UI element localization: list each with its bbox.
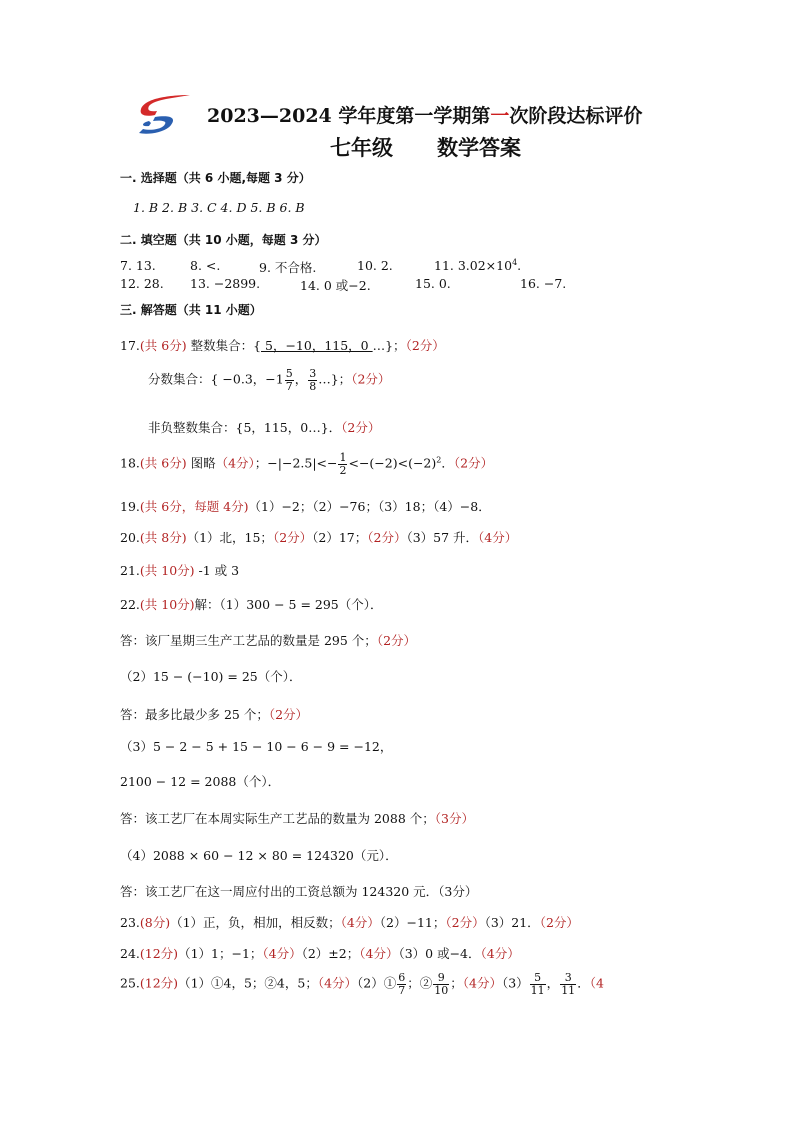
q17-nonneg-set-score: （2分）	[341, 420, 381, 435]
q17-f2-denominator: 8	[309, 379, 317, 393]
q20-score-1: （2分）	[272, 530, 313, 545]
q19-score: (共 6分，每题 4分)	[139, 499, 249, 514]
title-accent: 一	[490, 105, 510, 127]
q22-line-1	[120, 595, 383, 613]
q22-answer-2-text: 答：最多比最少多 25 个；	[120, 707, 269, 722]
q23-score-1: （4分）	[340, 915, 380, 930]
page-subtitle	[330, 132, 521, 162]
q25-fraction-4	[560, 972, 576, 996]
q17-fraction-set-score: （2分）	[351, 371, 391, 387]
q25-f3-numerator: 5	[530, 972, 546, 985]
q25-f2-denominator: 10	[434, 983, 449, 997]
q25-f2-numerator: 9	[433, 972, 449, 985]
q25-part-2c: ；	[450, 975, 463, 991]
q21-line	[120, 561, 239, 579]
q22-answer-3-score: （3分）	[434, 811, 474, 826]
q25-score-3: （4	[589, 975, 604, 991]
q22-answer-4: 答：该工艺厂在这一周应付出的工资总额为 124320 元．（3分）	[120, 884, 478, 899]
q22-answer-1	[120, 631, 416, 649]
subtitle-grade: 七年级	[330, 135, 393, 160]
q18-score: (共 6分)	[139, 455, 187, 471]
answer-q9: 9. 不合格.	[259, 260, 317, 275]
q25-part-2: （2）①	[357, 975, 397, 991]
q20-score-3: （4分）	[478, 530, 518, 545]
answer-q16: 16. −7.	[520, 276, 567, 291]
q22-part-3: （3）5 − 2 − 5 + 15 − 10 − 6 − 9 = −12，	[120, 739, 393, 754]
page-title	[207, 101, 642, 128]
q22-answer-2	[120, 705, 308, 723]
q17-line-3	[148, 418, 380, 436]
school-logo	[135, 93, 193, 139]
section-1-answers: 1. B 2. B 3. C 4. D 5. B 6. B	[133, 200, 305, 215]
answer-q11	[434, 258, 521, 273]
q18-text-1: 图略	[190, 455, 216, 471]
q20-part-3: （3）57 升．	[406, 530, 479, 545]
q17-fraction-2	[308, 368, 317, 392]
q25-score-1: （4分）	[317, 975, 358, 991]
q23-score-2: （2分）	[445, 915, 485, 930]
q22-answer-3	[120, 809, 474, 827]
q25-f1-denominator: 7	[398, 983, 406, 997]
q25-f1-numerator: 6	[398, 971, 406, 984]
title-part-2: 次阶段达标评价	[509, 105, 643, 127]
q17-fraction-1	[285, 368, 294, 392]
q22-answer-1-text: 答：该厂星期三生产工艺品的数量是 295 个；	[120, 633, 377, 648]
q17-number: 17.	[120, 338, 140, 353]
q25-part-3c: ．	[577, 975, 590, 991]
q18-score-b: （2分）	[453, 455, 494, 471]
q11-base: 11. 3.02×10	[434, 258, 513, 274]
q21-number: 21.	[120, 563, 140, 578]
q19-text: （1）−2；（2）−76；（3）18；（4）−8．	[248, 499, 491, 514]
q24-part-3: （3）0 或−4．	[398, 946, 481, 961]
q23-part-2: （2）−11；	[379, 915, 446, 930]
q17-integer-set-values: 5，−10，115，0	[261, 338, 373, 353]
q25-f4-denominator: 11	[561, 983, 576, 997]
q22-part-2: （2）15 − (−10) = 25（个）．	[120, 669, 302, 684]
q24-score-1: （4分）	[262, 946, 302, 961]
q24-score: (12分)	[139, 946, 179, 961]
q18-f-denominator: 2	[339, 463, 347, 477]
q22-answer-1-score: （2分）	[376, 633, 417, 648]
q25-score-2: （4分）	[462, 975, 502, 991]
answer-q13: 13. −2899.	[190, 276, 261, 291]
q17-f2-numerator: 3	[309, 367, 317, 380]
section-2-heading: 二. 填空题（共 10 小题，每题 3 分）	[120, 233, 327, 247]
q18-exponent: 2	[436, 455, 442, 465]
q23-score: (8分)	[139, 915, 171, 930]
q25-f3-denominator: 11	[530, 983, 545, 997]
q24-line	[120, 944, 520, 962]
q25-part-3b: ，	[546, 975, 560, 991]
q18-f-numerator: 1	[339, 451, 347, 464]
q18-text-3: <−(−2)<(−2)	[348, 455, 437, 471]
q24-number: 24.	[120, 946, 140, 961]
q11-exponent: 4	[512, 258, 518, 267]
q17-line-2	[148, 368, 390, 392]
q25-f4-numerator: 3	[560, 972, 576, 985]
q22-answer-2-score: （2分）	[268, 707, 309, 722]
q22-number: 22.	[120, 597, 140, 612]
q17-f1-denominator: 7	[285, 379, 293, 393]
q20-score: (共 8分)	[139, 530, 187, 545]
q25-fraction-3	[530, 972, 546, 996]
q17-nonneg-set: 非负整数集合：{5，115，0…}．	[148, 420, 342, 435]
q18-number: 18.	[120, 455, 140, 471]
q23-part-3: （3）21．	[484, 915, 540, 930]
answer-q12: 12. 28.	[120, 276, 164, 291]
q11-end: .	[517, 258, 522, 274]
q20-score-2: （2分）	[367, 530, 407, 545]
q17-line-1	[120, 336, 445, 354]
q17-integer-set-label: 整数集合：{	[190, 338, 262, 353]
q22-answer-3-text: 答：该工艺厂在本周实际生产工艺品的数量为 2088 个；	[120, 811, 435, 826]
q22-part-3b: 2100 − 12 = 2088（个）．	[120, 774, 281, 789]
q25-number: 25.	[120, 975, 140, 991]
q22-part-4: （4）2088 × 60 − 12 × 80 = 124320（元）．	[120, 848, 398, 863]
q17-comma: ，	[294, 371, 308, 387]
q20-part-2: （2）17；	[312, 530, 368, 545]
q24-part-2: （2）±2；	[301, 946, 360, 961]
answer-q7: 7. 13.	[120, 258, 156, 273]
section-1-heading: 一. 选择题（共 6 小题,每题 3 分）	[120, 171, 311, 185]
q25-fraction-2	[433, 972, 449, 996]
q24-part-1: （1）1；−1；	[178, 946, 263, 961]
q25-part-2b: ；②	[407, 975, 433, 991]
q21-text: -1 或 3	[198, 563, 240, 578]
answer-q14: 14. 0 或−2.	[300, 278, 371, 293]
q25-fraction-1	[397, 972, 406, 996]
q23-number: 23.	[120, 915, 140, 930]
q23-score-3: （2分）	[539, 915, 579, 930]
q22-part-1: 解：（1）300 − 5 = 295（个）．	[194, 597, 383, 612]
q20-line	[120, 528, 517, 546]
q22-score: (共 10分)	[139, 597, 195, 612]
q25-line	[120, 972, 604, 996]
subtitle-subject: 数学答案	[437, 135, 521, 160]
q17-score: (共 6分)	[139, 338, 187, 353]
q21-score: (共 10分)	[139, 563, 195, 578]
q25-part-1: （1）①4，5；②4，5；	[178, 975, 318, 991]
q18-line	[120, 452, 493, 476]
q17-fraction-set-label: 分数集合：{ −0.3，−1	[148, 371, 284, 387]
q19-number: 19.	[120, 499, 140, 514]
q24-score-2: （4分）	[359, 946, 399, 961]
q23-line	[120, 913, 579, 931]
q24-score-3: （4分）	[480, 946, 520, 961]
answer-q8: 8. <.	[190, 258, 221, 273]
section-3-heading: 三. 解答题（共 11 小题）	[120, 303, 262, 317]
answer-q15: 15. 0.	[415, 276, 451, 291]
q19-line	[120, 497, 491, 515]
q18-score-a: （4分）	[215, 455, 255, 471]
q17-integer-set-end: …}；	[372, 338, 406, 353]
title-part-1: 2023—2024 学年度第一学期第	[207, 105, 491, 127]
q18-fraction	[338, 452, 347, 476]
q18-text-4: ．	[441, 455, 454, 471]
q25-part-3: （3）	[501, 975, 529, 991]
q25-score: (12分)	[139, 975, 179, 991]
q17-integer-set-score: （2分）	[405, 338, 445, 353]
answer-q10: 10. 2.	[357, 258, 393, 273]
q18-text-2: ；−|−2.5|<−	[254, 455, 338, 471]
q20-number: 20.	[120, 530, 140, 545]
q17-fraction-set-end: …}；	[318, 371, 352, 387]
q20-part-1: （1）北，15；	[186, 530, 273, 545]
q23-part-1: （1）正，负，相加，相反数；	[170, 915, 341, 930]
q17-f1-numerator: 5	[285, 367, 293, 380]
